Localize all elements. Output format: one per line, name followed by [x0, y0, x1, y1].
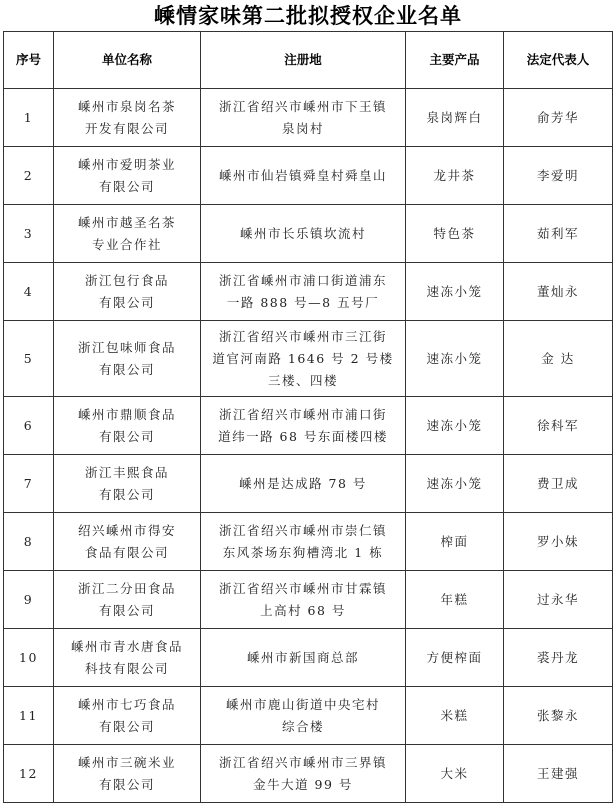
cell-company-name-text: 浙江丰熙食品 有限公司	[84, 464, 169, 502]
cell-no	[4, 205, 54, 263]
cell-no	[4, 321, 54, 397]
cell-legal-rep	[504, 455, 613, 513]
cell-legal-rep	[504, 513, 613, 571]
cell-no	[4, 513, 54, 571]
cell-legal-rep-text: 张黎永	[536, 707, 579, 723]
cell-product	[406, 455, 504, 513]
cell-company-name-text: 浙江包味师食品 有限公司	[77, 339, 176, 377]
cell-address-text: 浙江省绍兴市嵊州市浦口街 道纬一路 68 号东面楼四楼	[218, 406, 388, 444]
cell-address-text: 浙江省绍兴市嵊州市三江街 道官河南路 1646 号 2 号楼 三楼、四楼	[212, 328, 394, 388]
cell-company-name-text: 浙江包行食品 有限公司	[84, 272, 169, 310]
table-row	[4, 571, 613, 629]
table-row	[4, 397, 613, 455]
cell-product	[406, 629, 504, 687]
table-row	[4, 263, 613, 321]
cell-company-name	[54, 513, 201, 571]
cell-address	[201, 89, 406, 147]
table-row	[4, 147, 613, 205]
cell-address	[201, 513, 406, 571]
cell-legal-rep-text: 裘丹龙	[536, 649, 579, 665]
table-row	[4, 205, 613, 263]
cell-address-text: 浙江省绍兴市嵊州市甘霖镇 上高村 68 号	[218, 580, 387, 618]
cell-legal-rep-text: 徐科军	[536, 417, 579, 433]
cell-company-name	[54, 89, 201, 147]
column-header-rep: 法定代表人	[504, 32, 613, 89]
cell-company-name	[54, 745, 201, 803]
cell-legal-rep	[504, 147, 613, 205]
cell-legal-rep	[504, 263, 613, 321]
cell-company-name-text: 嵊州市青水唐食品 科技有限公司	[70, 638, 183, 676]
cell-legal-rep-text: 过永华	[536, 591, 579, 607]
cell-no	[4, 629, 54, 687]
cell-company-name	[54, 147, 201, 205]
cell-product	[406, 687, 504, 745]
cell-legal-rep	[504, 571, 613, 629]
cell-legal-rep	[504, 89, 613, 147]
cell-product	[406, 745, 504, 803]
cell-company-name-text: 浙江二分田食品 有限公司	[77, 580, 176, 618]
cell-address	[201, 629, 406, 687]
cell-address-text: 嵊州市长乐镇坎流村	[239, 225, 366, 241]
table-header-row	[4, 32, 613, 89]
cell-company-name	[54, 205, 201, 263]
cell-product	[406, 571, 504, 629]
cell-address-text: 浙江省嵊州市浦口街道浦东 一路 888 号—8 五号厂	[218, 272, 387, 310]
cell-no	[4, 263, 54, 321]
cell-no	[4, 571, 54, 629]
cell-product-text: 速冻小笼	[426, 283, 483, 299]
cell-address-text: 嵊州市鹿山街道中央宅村 综合楼	[225, 696, 380, 734]
cell-address	[201, 571, 406, 629]
table-body	[4, 89, 613, 803]
page-title: 嵊情家味第二批拟授权企业名单	[154, 4, 462, 28]
cell-product-text: 年糕	[440, 591, 469, 607]
cell-address	[201, 455, 406, 513]
cell-company-name-text: 嵊州市三碗米业 有限公司	[77, 754, 176, 792]
cell-company-name-text: 嵊州市泉岗名茶 开发有限公司	[77, 98, 176, 136]
column-header-address: 注册地	[201, 32, 406, 89]
cell-no	[4, 147, 54, 205]
cell-product-text: 速冻小笼	[426, 350, 483, 366]
cell-no-text: 8	[23, 533, 34, 549]
table-row	[4, 89, 613, 147]
company-table	[3, 31, 613, 803]
cell-legal-rep	[504, 745, 613, 803]
cell-no-text: 2	[23, 167, 34, 183]
cell-product	[406, 397, 504, 455]
cell-company-name-text: 嵊州市鼎顺食品 有限公司	[77, 406, 176, 444]
cell-address	[201, 745, 406, 803]
cell-legal-rep	[504, 687, 613, 745]
cell-legal-rep-text: 俞芳华	[536, 109, 579, 125]
table-row	[4, 745, 613, 803]
column-header-product: 主要产品	[406, 32, 504, 89]
cell-legal-rep	[504, 397, 613, 455]
cell-legal-rep	[504, 321, 613, 397]
cell-product-text: 速冻小笼	[426, 475, 483, 491]
cell-company-name	[54, 629, 201, 687]
cell-company-name-text: 嵊州市爱明茶业 有限公司	[77, 156, 176, 194]
cell-product	[406, 263, 504, 321]
cell-no	[4, 397, 54, 455]
cell-product-text: 米糕	[440, 707, 469, 723]
cell-no-text: 11	[19, 707, 38, 723]
cell-legal-rep-text: 罗小妹	[536, 533, 579, 549]
cell-company-name	[54, 263, 201, 321]
table-row	[4, 687, 613, 745]
cell-company-name	[54, 455, 201, 513]
cell-product	[406, 321, 504, 397]
cell-no-text: 5	[23, 350, 34, 366]
cell-no-text: 3	[23, 225, 34, 241]
cell-address-text: 浙江省绍兴市嵊州市崇仁镇 东风茶场东狗槽湾北 1 栋	[218, 522, 387, 560]
cell-company-name-text: 嵊州市七巧食品 有限公司	[77, 696, 176, 734]
cell-no-text: 7	[23, 475, 34, 491]
table-row	[4, 513, 613, 571]
cell-product	[406, 205, 504, 263]
cell-no	[4, 455, 54, 513]
cell-product-text: 大米	[440, 765, 469, 781]
cell-company-name-text: 嵊州市越圣名茶 专业合作社	[77, 214, 176, 252]
cell-legal-rep	[504, 629, 613, 687]
cell-product-text: 速冻小笼	[426, 417, 483, 433]
cell-no	[4, 89, 54, 147]
cell-legal-rep-text: 费卫成	[536, 475, 579, 491]
cell-address-text: 浙江省绍兴市嵊州市下王镇 泉岗村	[218, 98, 387, 136]
table-row	[4, 629, 613, 687]
cell-company-name	[54, 397, 201, 455]
cell-address	[201, 205, 406, 263]
cell-no-text: 10	[19, 649, 38, 665]
column-header-name: 单位名称	[54, 32, 201, 89]
cell-address-text: 嵊州是达成路 78 号	[239, 475, 367, 491]
cell-product-text: 方便榨面	[426, 649, 483, 665]
cell-address-text: 嵊州市仙岩镇舜皇村舜皇山	[218, 167, 387, 183]
cell-no-text: 12	[19, 765, 38, 781]
cell-legal-rep	[504, 205, 613, 263]
cell-product	[406, 147, 504, 205]
cell-address	[201, 321, 406, 397]
cell-no-text: 9	[23, 591, 34, 607]
cell-product-text: 特色茶	[433, 225, 476, 241]
cell-no-text: 4	[23, 283, 34, 299]
table-row	[4, 455, 613, 513]
cell-address-text: 嵊州市新国商总部	[246, 649, 359, 665]
cell-address	[201, 147, 406, 205]
cell-product-text: 泉岗辉白	[426, 109, 483, 125]
cell-product-text: 榨面	[440, 533, 469, 549]
column-header-no: 序号	[4, 32, 54, 89]
cell-company-name	[54, 687, 201, 745]
cell-company-name-text: 绍兴嵊州市得安 食品有限公司	[77, 522, 176, 560]
cell-company-name	[54, 321, 201, 397]
cell-no	[4, 687, 54, 745]
cell-company-name	[54, 571, 201, 629]
cell-legal-rep-text: 王建强	[536, 765, 579, 781]
cell-address	[201, 263, 406, 321]
cell-address-text: 浙江省绍兴市嵊州市三界镇 金牛大道 99 号	[218, 754, 387, 792]
cell-no-text: 1	[23, 109, 34, 125]
cell-product	[406, 513, 504, 571]
cell-legal-rep-text: 金 达	[541, 350, 575, 366]
cell-product	[406, 89, 504, 147]
cell-address	[201, 397, 406, 455]
cell-no-text: 6	[23, 417, 34, 433]
cell-product-text: 龙井茶	[433, 167, 476, 183]
table-row	[4, 321, 613, 397]
cell-legal-rep-text: 茹利军	[536, 225, 579, 241]
cell-legal-rep-text: 董灿永	[536, 283, 579, 299]
cell-address	[201, 687, 406, 745]
cell-legal-rep-text: 李爱明	[536, 167, 579, 183]
cell-no	[4, 745, 54, 803]
